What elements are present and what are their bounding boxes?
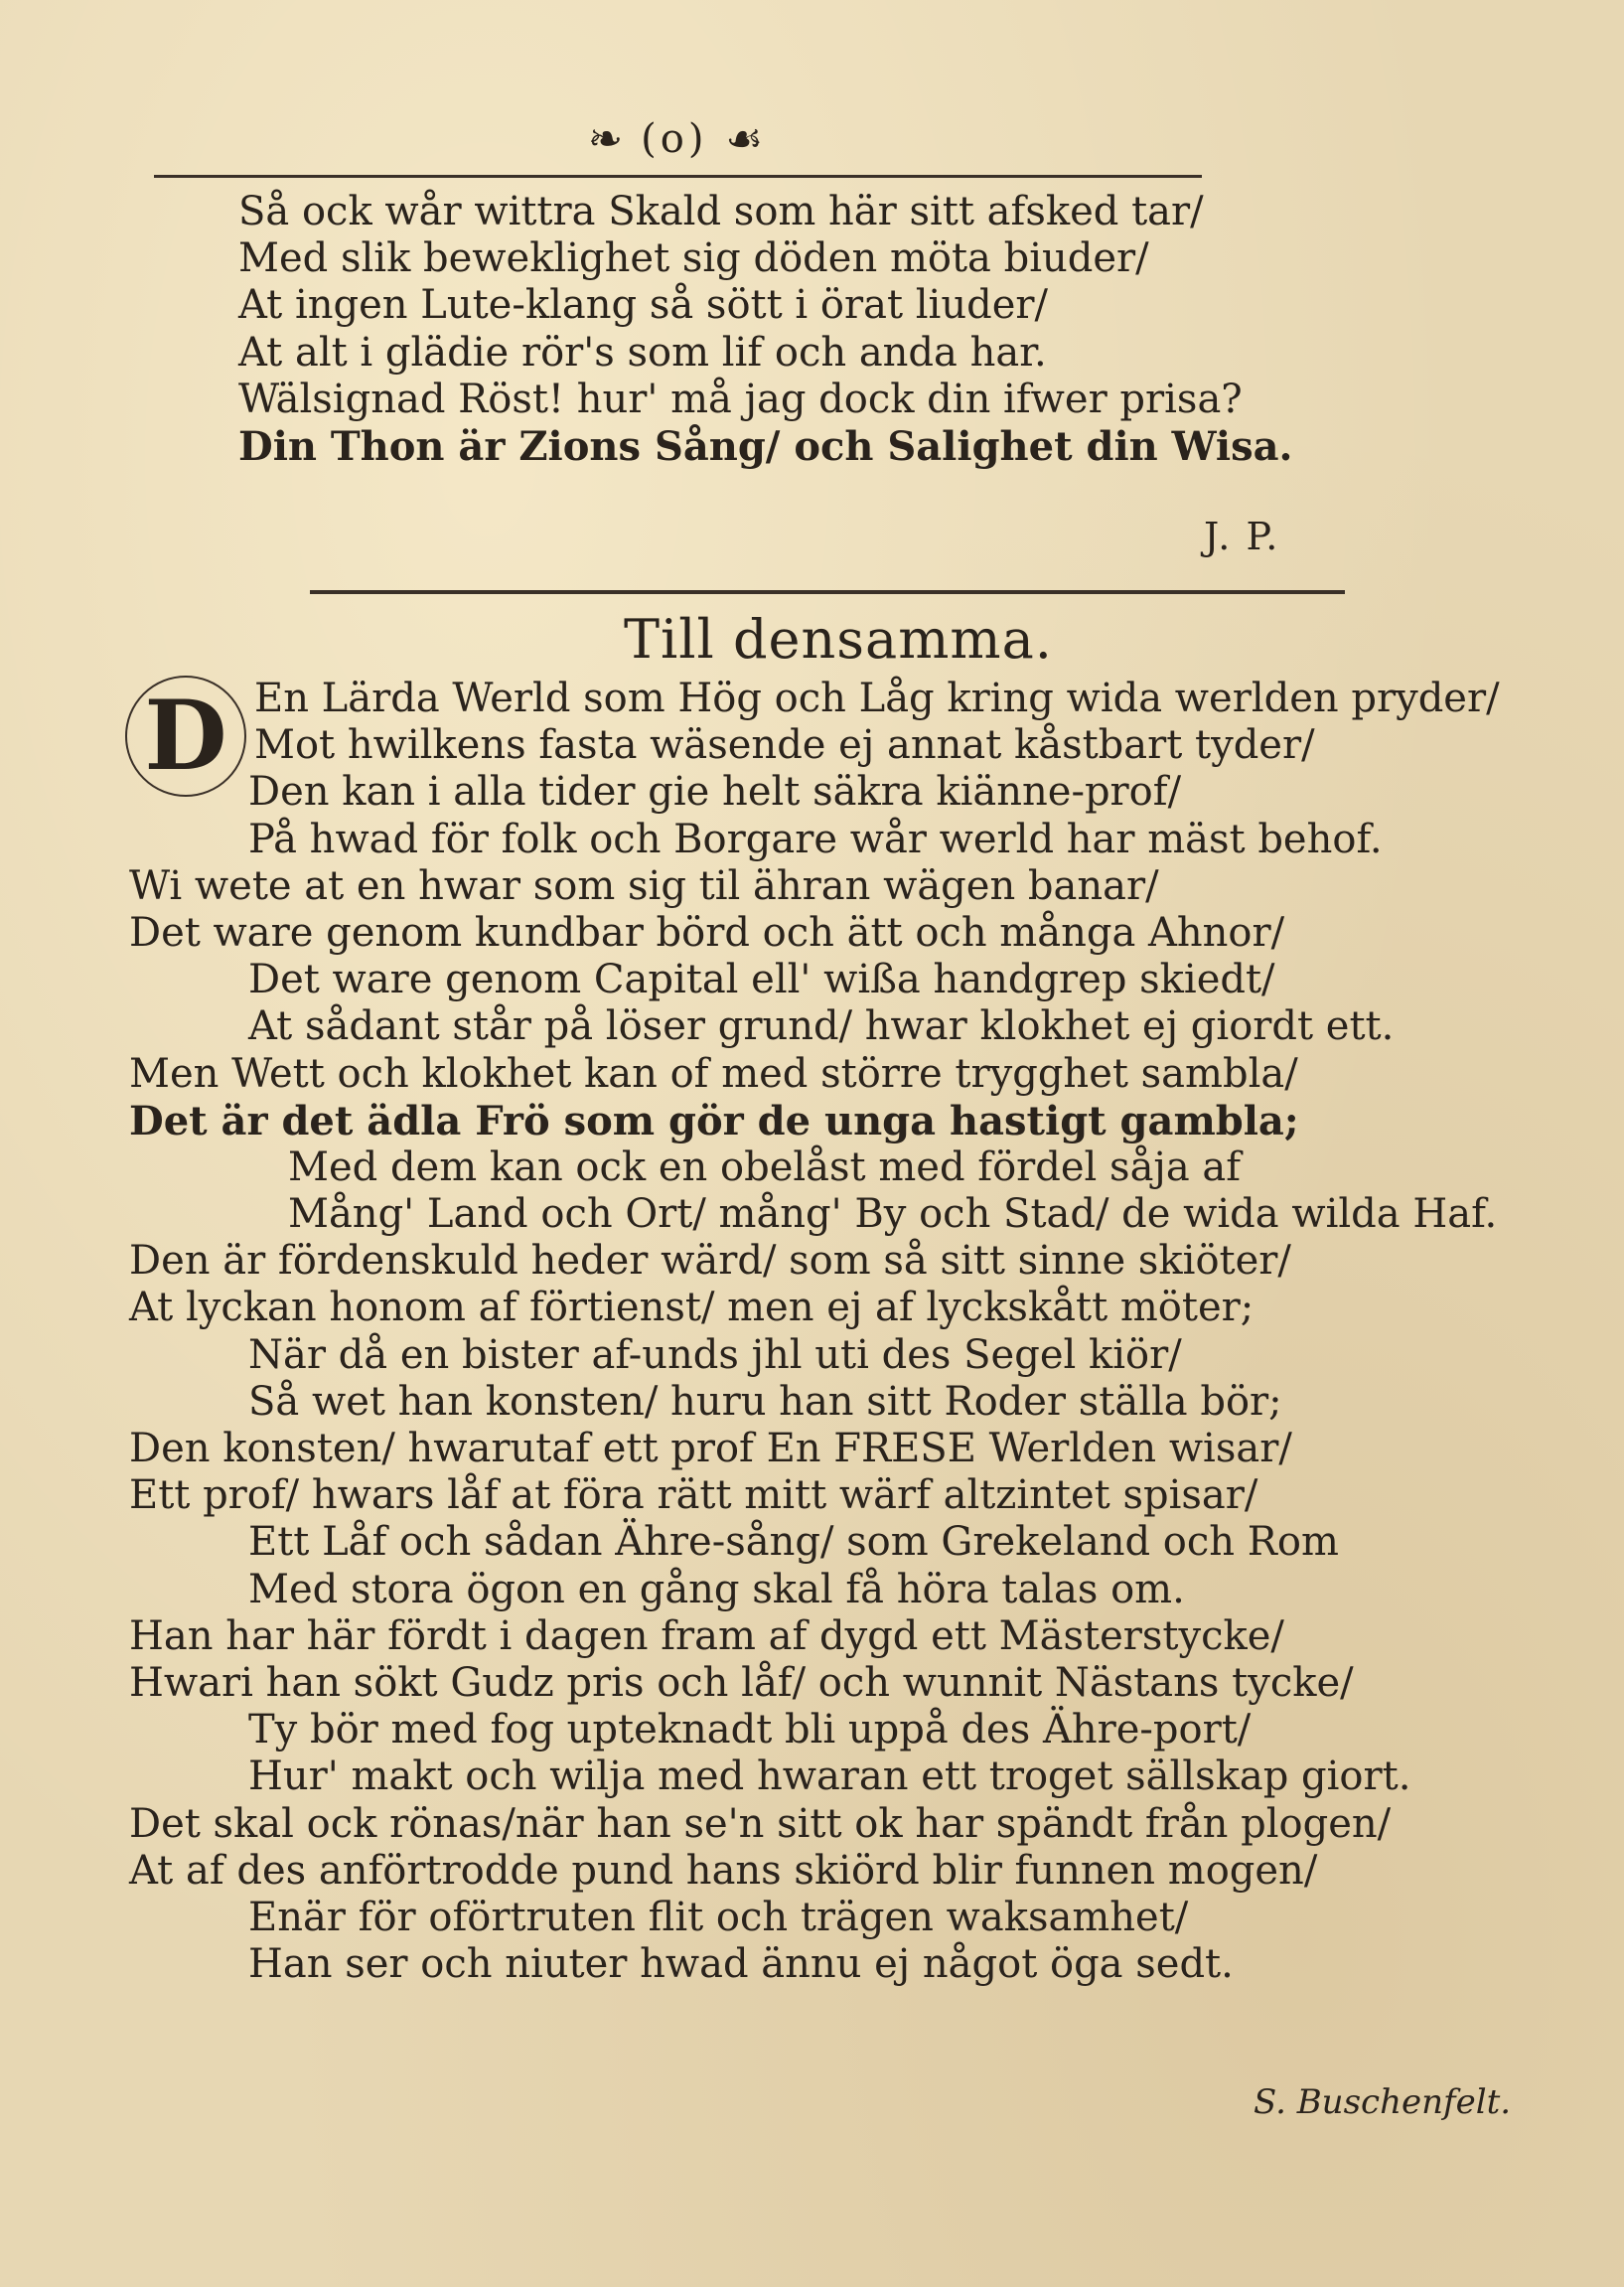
poem-2-line: Hwari han sökt Gudz pris och låf/ och wunnit Nästans tycke/: [129, 1659, 1354, 1706]
poem-2-line: Mot hwilkens fasta wäsende ej annat kåstbart tyder/: [254, 722, 1315, 769]
poem-1-line: Med slik beweklighet sig döden möta biuder/: [238, 235, 1149, 282]
poem-2-line: Det ware genom kundbar börd och ätt och många Ahnor/: [129, 909, 1285, 956]
poem-2-line: Det skal ock rönas/när han se'n sitt ok har spändt från plogen/: [129, 1800, 1392, 1847]
poem-2-line: Han ser och niuter hwad ännu ej något öga sedt.: [248, 1941, 1234, 1988]
poem-2-line: Wi wete at en hwar som sig til ähran wägen banar/: [129, 862, 1159, 909]
poem-2-line: Den konsten/ hwarutaf ett prof En FRESE Werlden wisar/: [129, 1426, 1292, 1471]
left-ornament-icon: ❧: [587, 114, 624, 163]
poem-1-line: At ingen Lute-klang så sött i örat liuder/: [238, 282, 1048, 329]
poem-2-line: På hwad för folk och Borgare wår werld har mäst behof.: [248, 816, 1383, 862]
poem-2-line: Ett prof/ hwars låf at föra rätt mitt wärf altzintet spisar/: [129, 1472, 1258, 1519]
poem-2-line: At sådant står på löser grund/ hwar klokhet ej giordt ett.: [248, 1003, 1395, 1050]
poem-2-line: Den är fördenskuld heder wärd/ som så sitt sinne skiöter/: [129, 1238, 1291, 1285]
poem-2-line: Så wet han konsten/ huru han sitt Roder ställa bör;: [248, 1378, 1282, 1425]
poem-2-title: Till densamma.: [624, 608, 1053, 671]
poem-2-line: Det är det ädla Frö som gör de unga hastigt gambla;: [129, 1097, 1299, 1144]
poem-2-line: Enär för oförtruten flit och trägen waksamhet/: [248, 1894, 1189, 1940]
poem-2-line: Det ware genom Capital ell' wißa handgrep skiedt/: [248, 957, 1275, 1003]
poem-2-signature: S. Buschenfelt.: [1254, 2082, 1512, 2122]
poem-2: [129, 676, 1500, 1988]
header-rule: [154, 175, 1202, 178]
page-header: [149, 107, 1202, 171]
poem-2-line: Mång' Land och Ort/ mång' By och Stad/ de wida wilda Haf.: [288, 1191, 1498, 1238]
right-ornament-icon: ☙: [725, 114, 764, 163]
poem-2-line: At af des anförtrodde pund hans skiörd blir funnen mogen/: [129, 1847, 1318, 1894]
poem-2-opening: [129, 676, 1500, 769]
poem-2-line: Med dem kan ock en obelåst med fördel såja af: [288, 1144, 1242, 1190]
poem-2-line: När då en bister af-unds jhl uti des Segel kiör/: [248, 1331, 1182, 1378]
poem-1-line: Så ock wår wittra Skald som här sitt afsked tar/: [238, 189, 1204, 234]
poem-2-line: Den kan i alla tider gie helt säkra kiänne-prof/: [248, 769, 1182, 816]
poem-1-signature: J. P.: [1204, 515, 1280, 558]
poem-2-line: Hur' makt och wilja med hwaran ett troget sällskap giort.: [248, 1753, 1411, 1800]
page-marker: (o): [641, 116, 708, 162]
section-rule: [310, 590, 1345, 594]
poem-2-line: En Lärda Werld som Hög och Låg kring wida werlden pryder/: [254, 676, 1500, 721]
poem-2-line: Ett Låf och sådan Ähre-sång/ som Grekeland och Rom: [248, 1519, 1339, 1566]
poem-1-line: Din Thon är Zions Sång/ och Salighet din Wisa.: [238, 422, 1293, 470]
poem-2-line: At lyckan honom af förtienst/ men ej af lyckskått möter;: [129, 1285, 1255, 1331]
poem-1: [238, 189, 1331, 470]
dropcap-letter: D: [125, 676, 246, 797]
poem-1-line: At alt i glädie rör's som lif och anda har.: [238, 329, 1047, 376]
poem-2-line: Men Wett och klokhet kan of med större trygghet sambla/: [129, 1050, 1298, 1097]
poem-1-line: Wälsignad Röst! hur' må jag dock din ifwer prisa?: [238, 376, 1243, 422]
poem-2-line: Med stora ögon en gång skal få höra talas om.: [248, 1566, 1185, 1612]
poem-2-line: Ty bör med fog upteknadt bli uppå des Ähre-port/: [248, 1707, 1252, 1753]
poem-2-line: Han har här fördt i dagen fram af dygd ett Mästerstycke/: [129, 1612, 1284, 1659]
